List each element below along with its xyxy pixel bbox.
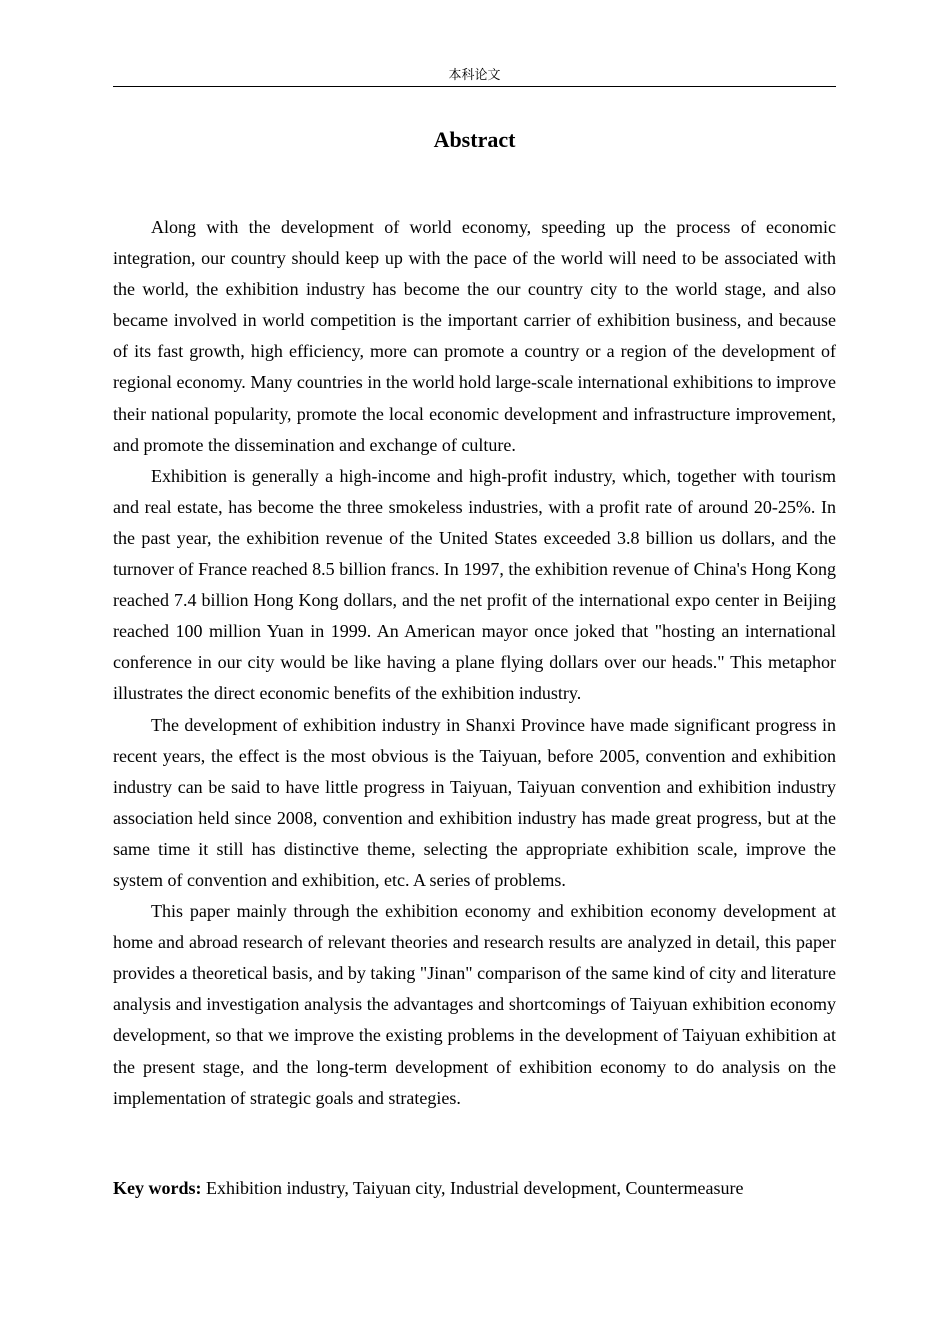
abstract-paragraph-4: This paper mainly through the exhibition economy and exhibition economy development at home and abroad research of relevant theories and research results are analyzed in detail, this paper provides a theoretical basis, and by taking "Jinan" comparison of the same kind of city and literature analysis and investigation analysis the advantages and shortcomings of Taiyuan exhibition economy development, so that we improve the existing problems in the development of Taiyuan exhibition at the present stage, and the long-term development of exhibition economy to do analysis on the implementation of strategic goals and strategies. — [113, 901, 836, 1108]
running-header-title: 本科论文 — [448, 68, 501, 83]
abstract-paragraph-2: Exhibition is generally a high-income and high-profit industry, which, together with tourism and real estate, has become the three smokeless industries, with a profit rate of around 20-25%. In the past year, the exhibition revenue of the United States exceeded 3.8 billion us dollars, and the turnover of France reached 8.5 billion francs. In 1997, the exhibition revenue of China's Hong Kong reached 7.4 billion Hong Kong dollars, and the net profit of the international expo center in Beijing reached 100 million Yuan in 1999. An American mayor once joked that "hosting an international conference in our city would be like having a plane flying dollars over our heads." This metaphor illustrates the direct economic benefits of the exhibition industry. — [113, 465, 836, 704]
running-header — [113, 66, 836, 87]
abstract-title: Abstract — [433, 127, 516, 152]
abstract-paragraph-3: The development of exhibition industry in Shanxi Province have made significant progress in recent years, the effect is the most obvious is the Taiyuan, before 2005, convention and exhibition industry can be said to have little progress in Taiyuan, Taiyuan convention and exhibition industry association held since 2008, convention and exhibition industry has made great progress, but at the same time it still has distinctive theme, selecting the appropriate exhibition scale, improve the system of convention and exhibition, etc. A series of problems. — [113, 714, 836, 890]
keywords-line — [113, 1173, 836, 1204]
keywords-value: Exhibition industry, Taiyuan city, Industrial development, Countermeasure — [206, 1178, 744, 1198]
abstract-body — [113, 212, 836, 1114]
keywords-label: Key words: — [113, 1178, 202, 1198]
abstract-paragraph-1: Along with the development of world economy, speeding up the process of economic integration, our country should keep up with the pace of the world will need to be associated with the world, the exhibition industry has become the our country city to the world stage, and also became involved in world competition is the important carrier of exhibition business, and because of its fast growth, high efficiency, more can promote a country or a region of the development of regional economy. Many countries in the world hold large-scale international exhibitions to improve their national popularity, promote the local economic development and infrastructure improvement, and promote the dissemination and exchange of culture. — [113, 217, 836, 455]
